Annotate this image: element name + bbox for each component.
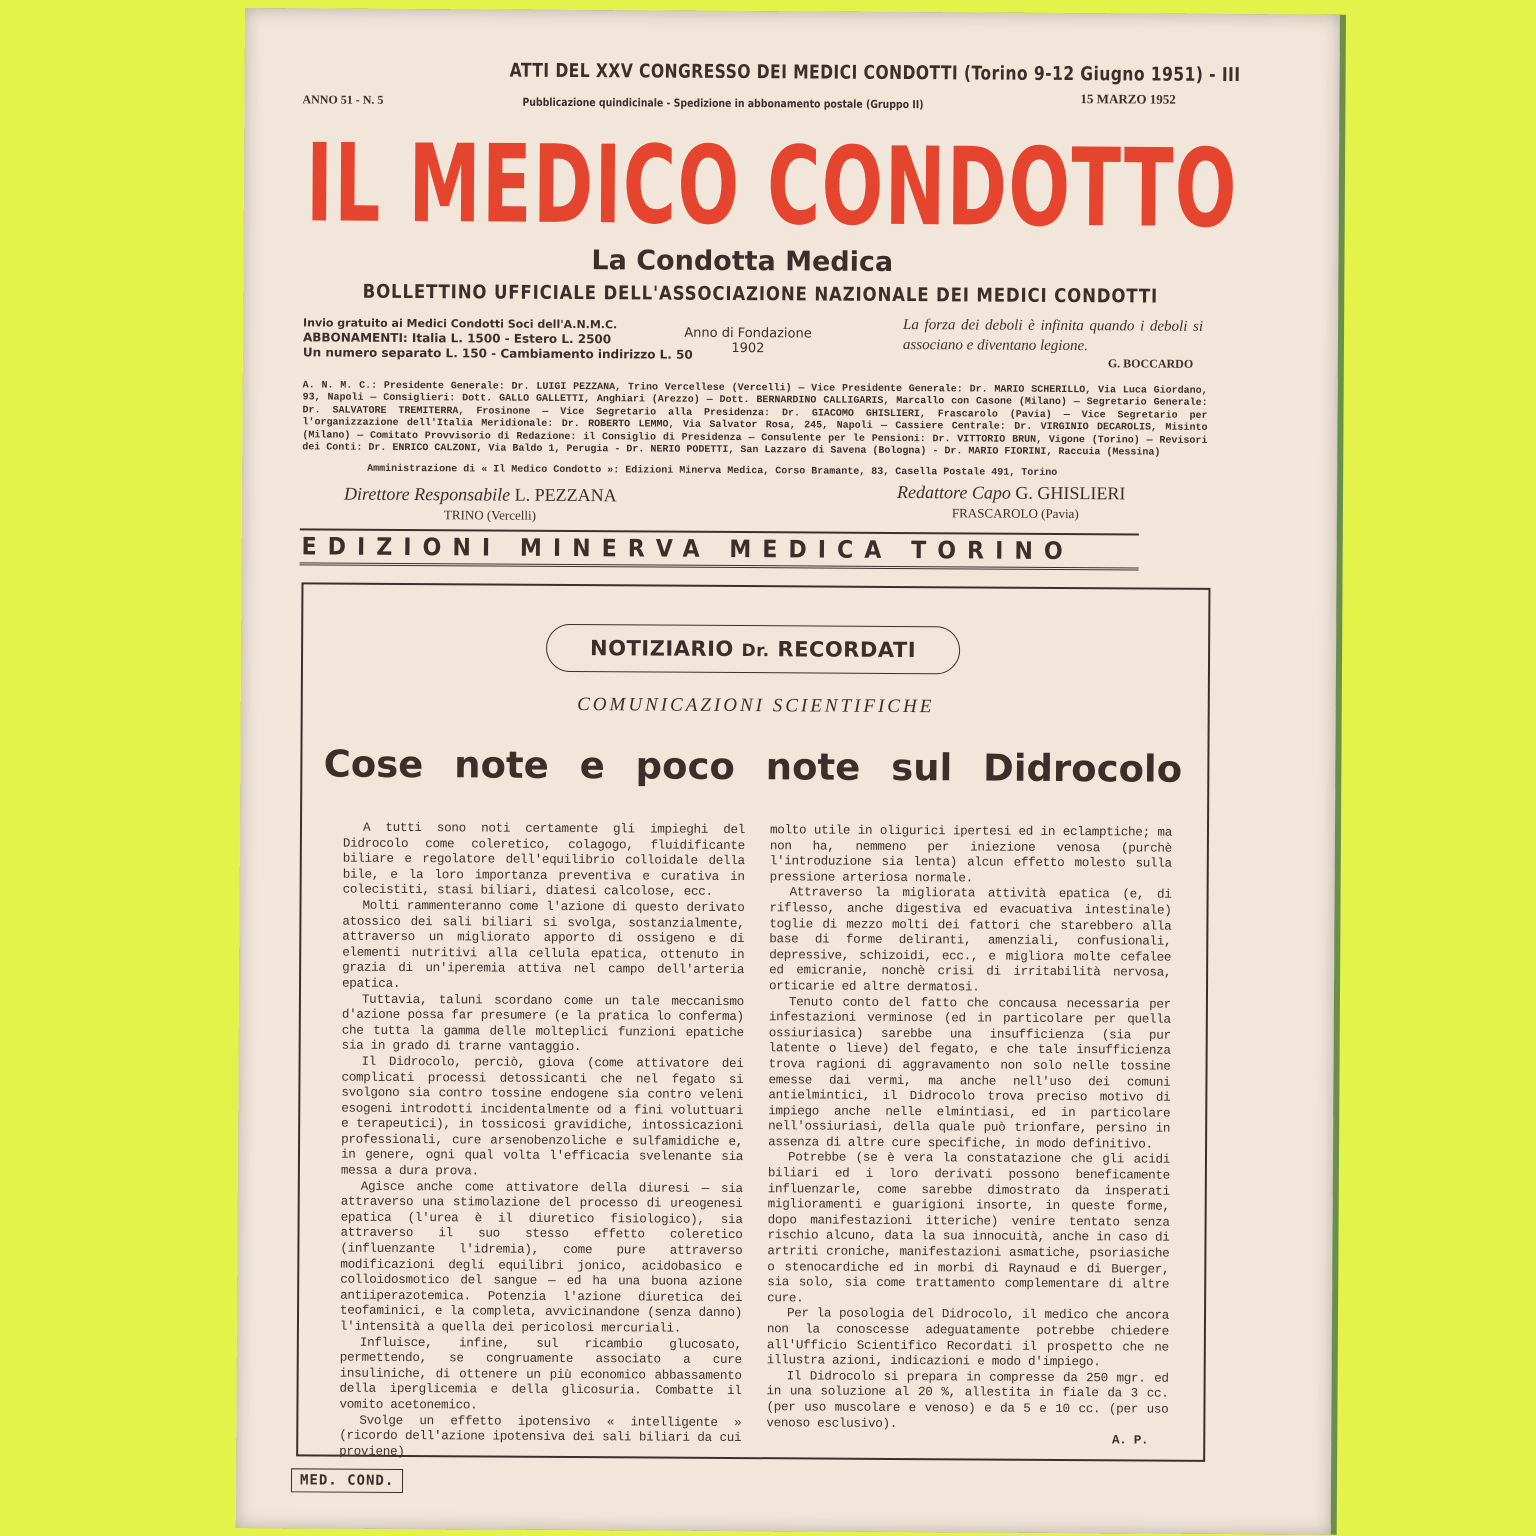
article-column-left — [339, 821, 745, 1463]
numero-line: Un numero separato L. 150 - Cambiamento indirizzo L. 50 — [302, 345, 693, 362]
paragraph: Il Didrocolo, perciò, giova (come attivatore dei complicati processi detossicanti che nel fegato si svolgono sia contro tossine endogene sia contro veleni esogeni introdotti incidentalmente od a fini voluttuari e terapeutici), in tossicosi gravidiche, intossicazioni professionali, cure arsenobenzoliche e sulfamidiche e, in genere, ogni qual volta l'efficacia svelenante sia messa a dura prova. — [340, 1054, 744, 1179]
issue-date: 15 MARZO 1952 — [1080, 91, 1176, 107]
article-signature: A. P. — [1111, 1433, 1149, 1448]
invio-line: Invio gratuito ai Medici Condotti Soci dell'A.N.M.C. — [303, 316, 618, 332]
director-name: L. PEZZANA — [514, 484, 617, 506]
masthead-subtitle: La Condotta Medica — [591, 245, 894, 278]
issue-number: ANNO 51 - N. 5 — [302, 92, 384, 107]
paragraph: Tuttavia, taluni scordano come un tale meccanismo d'azione possa far presumere (e la pratica lo conferma) che tutta la gamma delle molteplici funzioni epatiche sia in grado di trarne vantaggio. — [341, 992, 744, 1055]
paragraph: Molti rammenteranno come l'azione di questo derivato atossico dei sali biliari si svolga, sostanzialmente, attraverso un migliorato apporto di ossigeno e di elementi nutritivi alla cellula epatica, ottenuto in grazia di un'iperemia attiva nel campo dell'arteria epatica. — [341, 898, 745, 991]
foundation-label: Anno di Fondazione — [684, 325, 812, 342]
congress-line: ATTI DEL XXV CONGRESSO DEI MEDICI CONDOTTI (Torino 9-12 Giugno 1951) - III — [509, 59, 1241, 87]
paragraph: Svolge un effetto ipotensivo « intelligente » (ricordo dell'azione ipotensiva dei sali biliari da cui proviene) — [339, 1413, 742, 1459]
paragraph: Il Didrocolo si prepara in compresse da 250 mgr. ed in una soluzione al 20 %, allestita in fiale da 3 cc. (per uso muscolare e venoso) e da 5 e 10 cc. (per uso venoso esclusivo). — [766, 1369, 1169, 1431]
notiziario-dr: Dr. — [741, 641, 770, 662]
foundation-year: 1902 — [731, 340, 765, 357]
motto-author: G. BOCCARDO — [1107, 356, 1194, 371]
newspaper-page — [236, 8, 1340, 1535]
paragraph: Per la posologia del Didrocolo, il medico che ancora non la conoscesse adeguatamente potrebbe chiedere all'Ufficio Scientifico Recordati il prospetto che ne illustra azioni, indicazioni e modo d'impiego. — [766, 1306, 1170, 1370]
paragraph: A tutti sono noti certamente gli impieghi del Didrocolo come coleretico, colagogo, fluidificante biliare e regolatore dell'equilibrio colloidale della bile, e la loro importanza preventiva e curativa in colecistiti, stasi biliari, diatesi calcolose, ecc. — [342, 820, 746, 900]
notiziario-label: NOTIZIARIO — [590, 636, 734, 661]
notiziario-name: RECORDATI — [777, 637, 917, 663]
masthead-title: IL MEDICO CONDOTTO — [305, 120, 1239, 252]
editor-place: FRASCAROLO (Pavia) — [951, 505, 1079, 522]
notiziario-badge — [546, 624, 960, 675]
publication-line: Pubblicazione quindicinale - Spedizione in abbonamento postale (Gruppo II) — [522, 95, 924, 112]
motto: La forza dei deboli è infinita quando i deboli si associano e diventano legione. — [902, 317, 1204, 355]
article-column-right — [766, 823, 1172, 1449]
director-place: TRINO (Vercelli) — [443, 507, 537, 523]
paragraph: Agisce anche come attivatore della diuresi — sia attraverso una stimolazione del processo di ureogenesi epatica (l'urea è il diuretico fisiologico), sia attraverso il suo stesso effetto coleretico (influenzante l'idremia), come pure attraverso modificazioni degli equilibri jonico, acidobasico e colloidosmotico del sangue — ed ha una buona azione antiiperazotemica. Potenzia l'azione diuretica dei teofaminici, e la completa, avvicinandone (senza danno) l'intensità a quella dei pericolosi mercuriali. — [339, 1179, 743, 1336]
publisher-banner: EDIZIONI MINERVA MEDICA TORINO — [300, 528, 1139, 570]
paragraph: molto utile in oligurici ipertesi ed in eclamptiche; ma non ha, nemmeno per iniezione venosa (purchè l'introduzione sia lenta) alcun effetto molesto sulla pressione arteriosa normale. — [769, 823, 1173, 886]
association-officers: A. N. M. C.: Presidente Generale: Dr. LUIGI PEZZANA, Trino Vercellese (Vercelli) — Vice Presidente Generale: Dr. MARIO SCHERILLO, Via Luca Giordano, 93, Napoli — Consiglieri: Dott. GALLO GALLETTI, Anghiari (Arezzo) — Dott. BERNARDINO CALLIGARIS, Marcallo con Casone (Milano) — Segretario Generale: Dr. SALVATORE TREMITERRA, Frosinone — Vice Segretario alla Presidenza: Dr. GIACOMO GHISLIERI, Frascarolo (Pavia) — Vice Segretario per l'organizzazione dell'Italia Meridionale: Dr. ROBERTO LEMMO, Via Salvator Rosa, 245, Napoli — Cassiere Centrale: Dr. VIRGINIO DECAROLIS, Misinto (Milano) — Comitato Provvisorio di Redazione: il Consiglio di Presidenza — Consulente per le Pensioni: Dr. VITTORIO BRUN, Vigone (Torino) — Revisori dei Conti: Dr. ENRICO CALZONI, Via Baldo 1, Perugia - Dr. NERIO PODETTI, San Lazzaro di Savena (Bologna) - Dr. MARIO FIORINI, Raccuia (Messina) — [302, 380, 1208, 459]
paragraph: Potrebbe (se è vera la constatazione che gli acidi biliari ed i loro derivati possono beneficamente influenzarle, come sarebbe dimostrato da insperati miglioramenti e guarigioni insorte, in queste forme, dopo manifestazioni itteriche) venire tentato senza rischio alcuno, data la sua innocuità, anche in caso di artriti croniche, manifestazioni asmatiche, psoriasiche o stenocardiche ed in morbi di Raynaud e di Buerger, sia solo, sia come trattamento complementare di altre cure. — [767, 1150, 1171, 1306]
editor-role: Redattore Capo — [896, 481, 1011, 503]
director-role: Direttore Responsabile — [343, 483, 511, 505]
paragraph: Tenuto conto del fatto che concausa necessaria per infestazioni verminose (ed in particolare per quella ossiuriasica) sarebbe una insufficienza (sia pur latente o lieve) del fegato, e che tale insufficienza trova ragioni di aggravamento non solo nelle tossine emesse dai vermi, ma anche nell'uso dei comuni antielmintici, il Didrocolo trova preciso motivo di impiego anche nelle elmintiasi, ed in particolare nell'ossiuriasi, della quale può trionfare, persino in assenza di altre cure specifiche, in modo definitivo. — [768, 994, 1171, 1152]
foundation-block — [683, 326, 813, 357]
subscription-info — [303, 315, 693, 362]
paragraph: Influisce, infine, sul ricambio glucosato, permettendo, se congruamente associato a cure insuliniche, di ottenere un più economico abbassamento della iperglicemia e della glicosuria. Combatte il vomito acetonemico. — [339, 1335, 742, 1413]
section-label: COMUNICAZIONI SCIENTIFICHE — [577, 694, 935, 718]
administration-line: Amministrazione di « Il Medico Condotto »: Edizioni Minerva Medica, Corso Bramante, 83, Casella Postale 491, Torino — [367, 463, 1058, 479]
editor-block — [897, 482, 1126, 522]
archive-stamp: MED. COND. — [291, 1468, 403, 1493]
bollettino-line: BOLLETTINO UFFICIALE DELL'ASSOCIAZIONE NAZIONALE DEI MEDICI CONDOTTI — [362, 280, 1159, 308]
director-block — [344, 484, 617, 525]
paragraph: Attraverso la migliorata attività epatica (e, di riflesso, anche digestiva ed evacuativa intestinale) toglie di mezzo molti dei fattori che starebbero alla base di forme deliranti, amenziali, confusionali, depressive, schizoidi, ecc., e migliora molte cefalee ed emicranie, nonchè crisi di irritabilità nervosa, orticarie ed altre dermatosi. — [768, 885, 1172, 995]
abbonamenti-line: ABBONAMENTI: Italia L. 1500 - Estero L. 2500 — [302, 330, 612, 347]
article-headline: Cose note e poco note sul Didrocolo — [323, 742, 1183, 791]
editor-name: G. GHISLIERI — [1015, 482, 1126, 504]
